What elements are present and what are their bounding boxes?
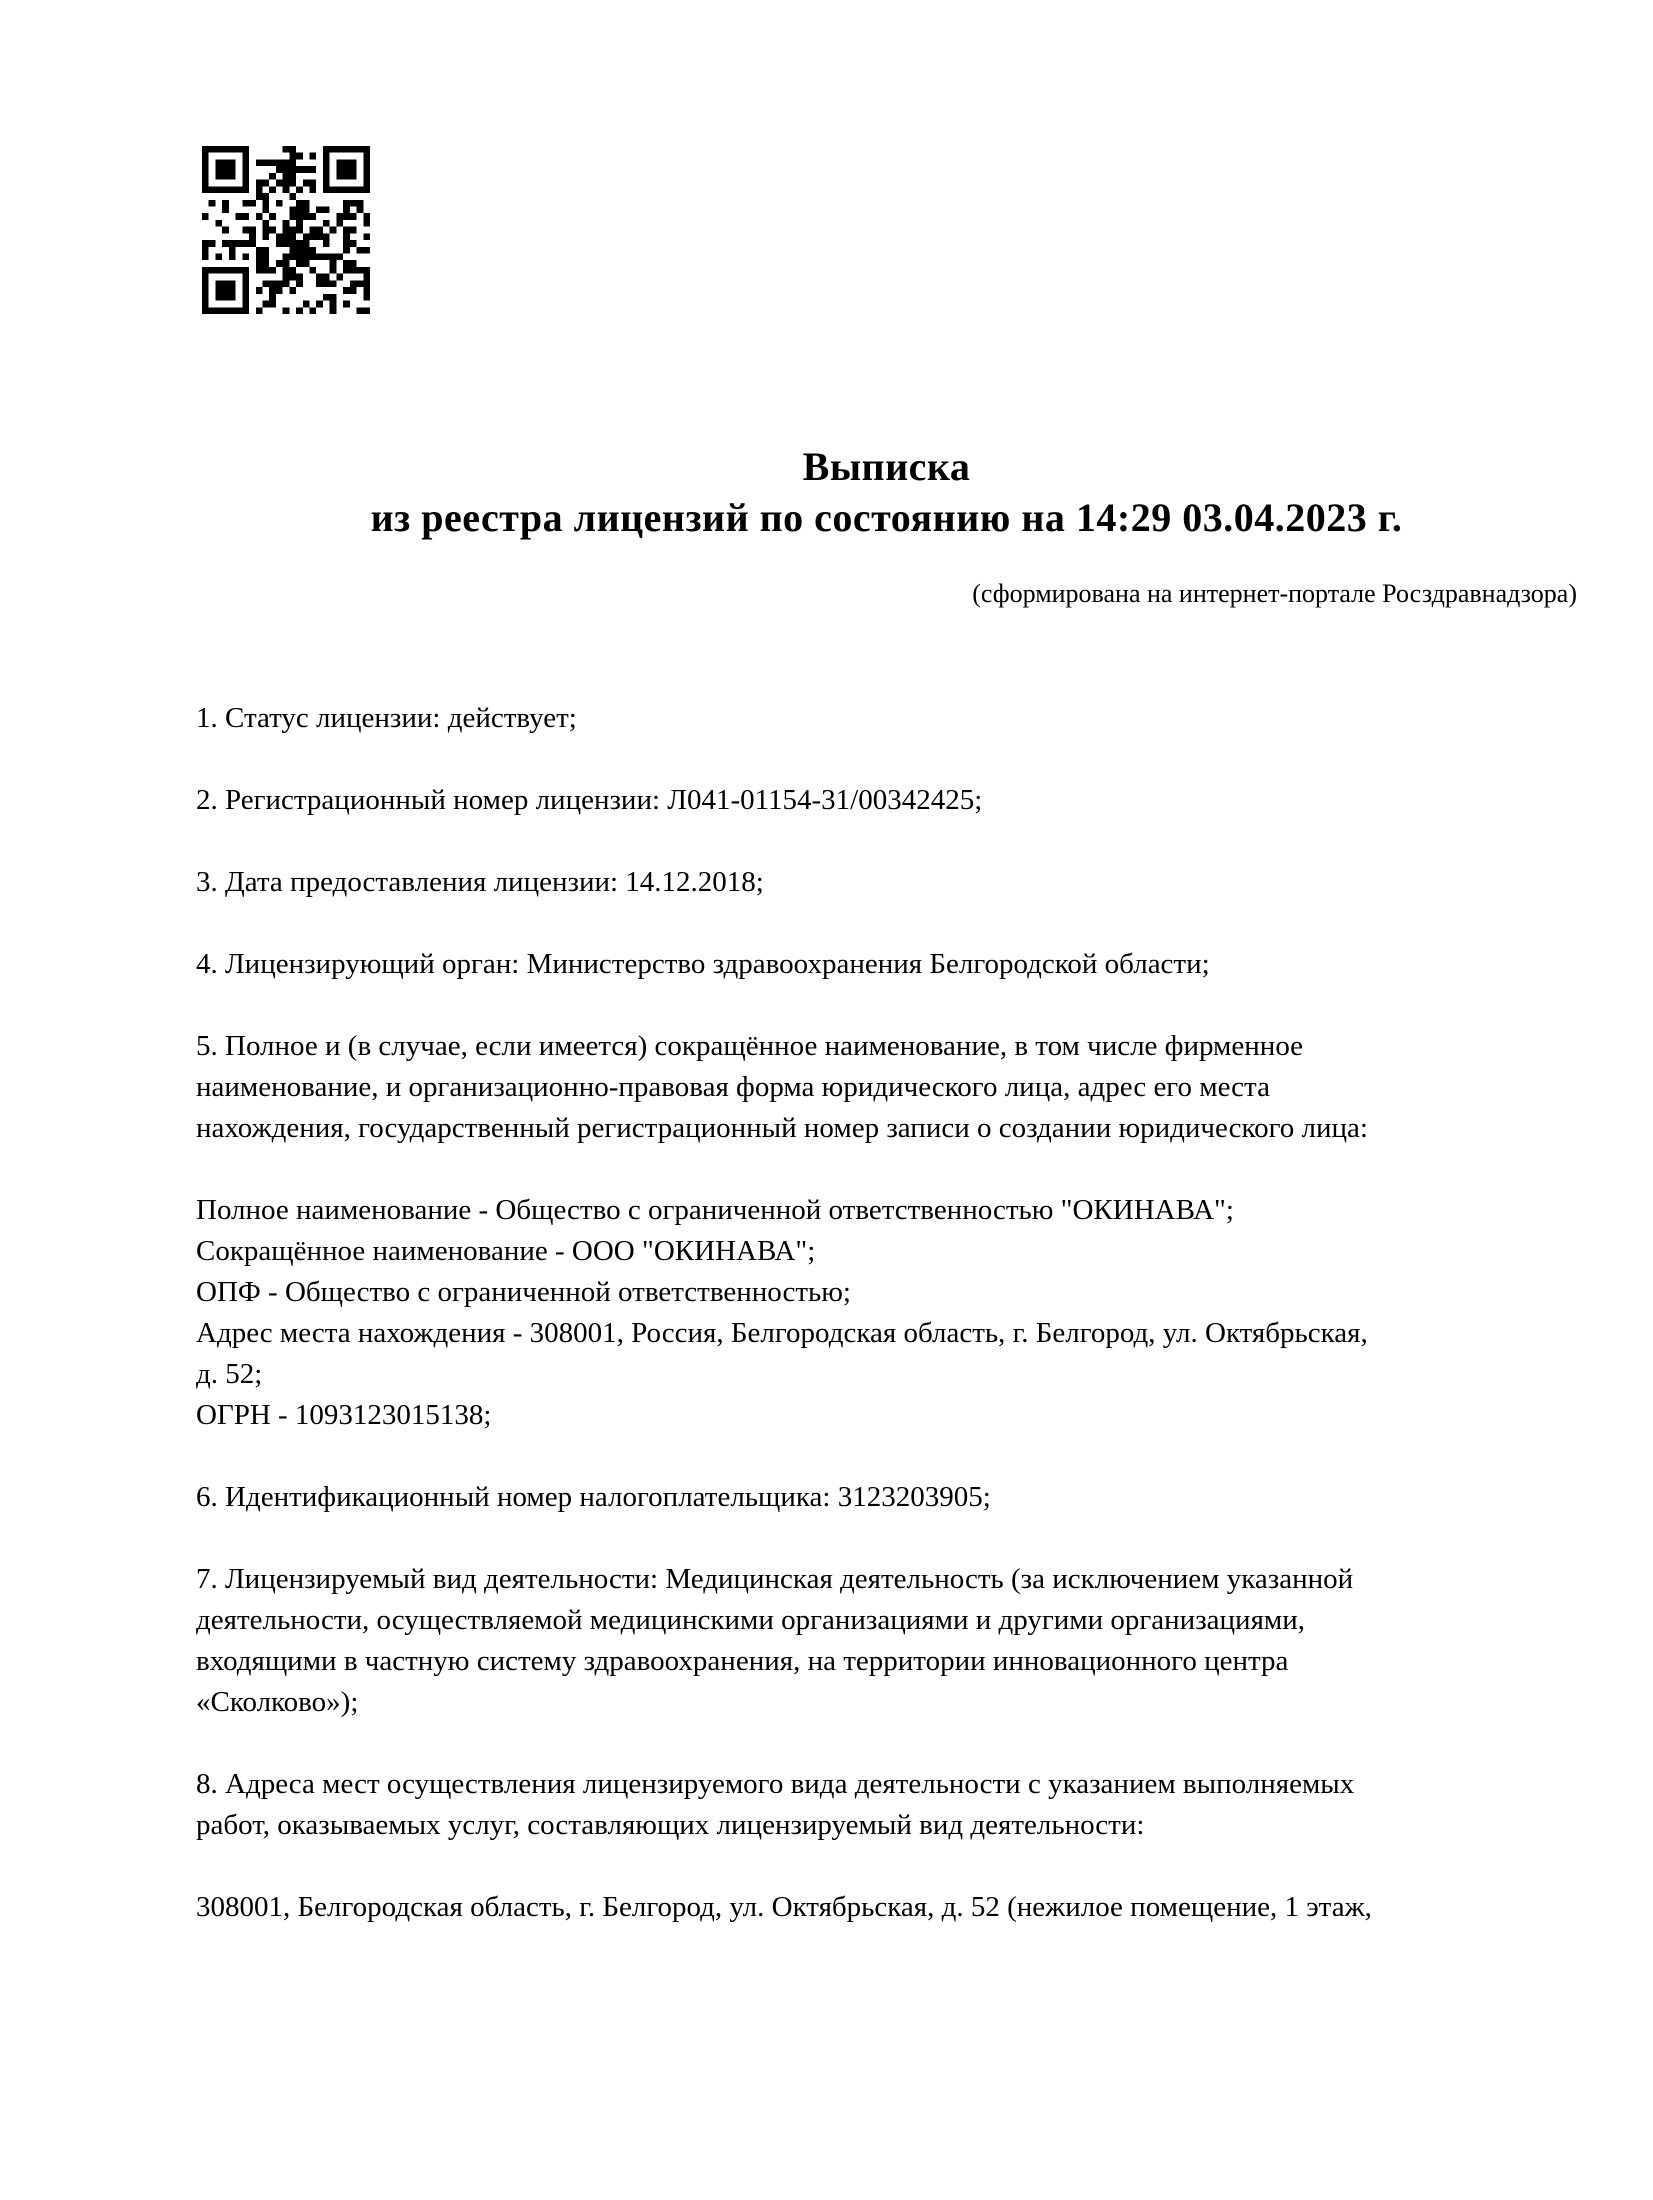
paragraph bbox=[196, 862, 1577, 903]
text-line: 5. Полное и (в случае, если имеется) сокращённое наименование, в том числе фирменное bbox=[196, 1030, 1304, 1062]
text-line: д. 52; bbox=[196, 1358, 263, 1390]
paragraph bbox=[196, 1559, 1577, 1723]
title-line-2: из реестра лицензий по состоянию на 14:29 03.04.2023 г. bbox=[370, 495, 1403, 540]
paragraph bbox=[196, 1887, 1577, 1928]
text-line: 3. Дата предоставления лицензии: 14.12.2018; bbox=[196, 866, 764, 898]
text-line: 8. Адреса мест осуществления лицензируемого вида деятельности с указанием выполняемых bbox=[196, 1768, 1355, 1800]
paragraph bbox=[196, 944, 1577, 985]
text-line: 6. Идентификационный номер налогоплательщика: 3123203905; bbox=[196, 1481, 991, 1513]
qr-code-icon bbox=[202, 146, 370, 314]
text-line: работ, оказываемых услуг, составляющих лицензируемый вид деятельности: bbox=[196, 1809, 1145, 1841]
paragraph bbox=[196, 698, 1577, 739]
document-subtitle: (сформирована на интернет-портале Росздравнадзора) bbox=[972, 579, 1577, 608]
text-line: входящими в частную систему здравоохранения, на территории инновационного центра bbox=[196, 1645, 1289, 1677]
text-line: ОГРН - 1093123015138; bbox=[196, 1399, 492, 1431]
document-title bbox=[196, 441, 1577, 543]
text-line: 2. Регистрационный номер лицензии: Л041-01154-31/00342425; bbox=[196, 784, 983, 816]
text-line: ОПФ - Общество с ограниченной ответственностью; bbox=[196, 1276, 851, 1308]
text-line: Адрес места нахождения - 308001, Россия, Белгородская область, г. Белгород, ул. Октябрьская, bbox=[196, 1317, 1368, 1349]
document-body bbox=[196, 698, 1577, 1928]
text-line: нахождения, государственный регистрационный номер записи о создании юридического лица: bbox=[196, 1112, 1368, 1144]
text-line: 308001, Белгородская область, г. Белгород, ул. Октябрьская, д. 52 (нежилое помещение, 1 этаж, bbox=[196, 1891, 1372, 1923]
text-line: «Сколково»); bbox=[196, 1686, 359, 1718]
text-line: 7. Лицензируемый вид деятельности: Медицинская деятельность (за исключением указанной bbox=[196, 1563, 1354, 1595]
paragraph bbox=[196, 1190, 1577, 1436]
title-line-1: Выписка bbox=[802, 444, 971, 489]
text-line: 4. Лицензирующий орган: Министерство здравоохранения Белгородской области; bbox=[196, 948, 1210, 980]
text-line: деятельности, осуществляемой медицинскими организациями и другими организациями, bbox=[196, 1604, 1306, 1636]
paragraph bbox=[196, 1477, 1577, 1518]
text-line: 1. Статус лицензии: действует; bbox=[196, 702, 577, 734]
paragraph bbox=[196, 1026, 1577, 1149]
paragraph bbox=[196, 780, 1577, 821]
text-line: Сокращённое наименование - ООО "ОКИНАВА"; bbox=[196, 1235, 816, 1267]
text-line: наименование, и организационно-правовая форма юридического лица, адрес его места bbox=[196, 1071, 1270, 1103]
paragraph bbox=[196, 1764, 1577, 1846]
text-line: Полное наименование - Общество с ограниченной ответственностью "ОКИНАВА"; bbox=[196, 1194, 1234, 1226]
